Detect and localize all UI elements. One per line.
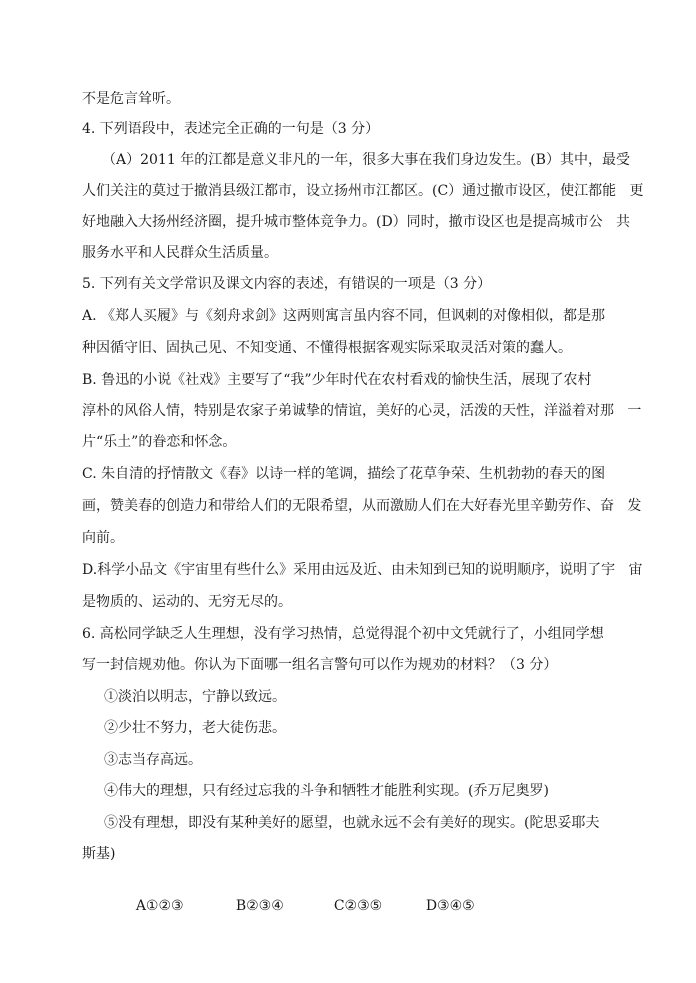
question-6-stem: 6. 高松同学缺乏人生理想，没有学习热情，总觉得混个初中文凭就行了，小组同学想 bbox=[82, 626, 604, 642]
answer-option-d: D③④⑤ bbox=[425, 898, 475, 914]
question-6-stem-cont: 写一封信规劝他。你认为下面哪一组名言警句可以作为规劝的材料？（3 分） bbox=[82, 657, 558, 673]
quote-item: ⑤没有理想，即没有某种美好的愿望，也就永远不会有美好的现实。(陀思妥耶夫 bbox=[104, 815, 600, 831]
answer-option-b: B②③④ bbox=[235, 898, 284, 914]
answer-options bbox=[118, 876, 475, 936]
question-5-option-a-cont: 种因循守旧、固执己见、不知变通、不懂得根据客观实际采取灵活对策的蠢人。 bbox=[82, 340, 572, 356]
question-5-option-d: D.科学小品文《宇宙里有些什么》采用由远及近、由未知到已知的说明顺序，说明了宇 宙 bbox=[82, 562, 643, 578]
question-4-passage-line: 人们关注的莫过于撤消县级江都市，设立扬州市江都区。(C）通过撤市设区，使江都能 更 bbox=[82, 183, 644, 199]
question-5-option-a: A. 《郑人买履》与《刻舟求剑》这两则寓言虽内容不同，但讽刺的对像相似，都是那 bbox=[82, 308, 606, 324]
question-5-option-c-cont: 画，赞美春的创造力和带给人们的无限希望，从而激励人们在大好春光里辛勤劳作、奋 发 bbox=[82, 498, 642, 514]
question-5-stem: 5. 下列有关文学常识及课文内容的表述，有错误的一项是（3 分） bbox=[82, 276, 492, 292]
question-4-passage-line: 好地融入大扬州经济圈，提升城市整体竞争力。(D）同时，撤市设区也是提高城市公 共 bbox=[82, 214, 631, 230]
answer-option-a: A①②③ bbox=[135, 898, 184, 914]
question-4-stem: 4. 下列语段中，表述完全正确的一句是（3 分） bbox=[82, 121, 380, 137]
question-5-option-b-cont: 淳朴的风俗人情，特别是农家子弟诚挚的情谊，美好的心灵，活泼的天性，洋溢着对那 一 bbox=[82, 403, 642, 419]
question-5-option-c: C. 朱自清的抒情散文《春》以诗一样的笔调，描绘了花草争荣、生机勃勃的春天的图 bbox=[82, 466, 606, 482]
quote-item: ①淡泊以明志，宁静以致远。 bbox=[104, 689, 286, 705]
quote-item: ②少壮不努力，老大徒伤悲。 bbox=[104, 720, 286, 736]
question-5-option-d-cont: 是物质的、运动的、无穷无尽的。 bbox=[82, 594, 292, 610]
question-4-passage-line: （A）2011 年的江都是意义非凡的一年，很多大事在我们身边发生。(B）其中，最受 bbox=[102, 152, 630, 168]
quote-item-cont: 斯基) bbox=[82, 846, 116, 862]
question-5-option-b: B. 鲁迅的小说《社戏》主要写了“我”少年时代在农村看戏的愉快生活，展现了农村 bbox=[82, 372, 592, 388]
question-5-option-c-cont: 向前。 bbox=[82, 530, 124, 546]
answer-option-c: C②③⑤ bbox=[333, 898, 383, 914]
quote-item: ④伟大的理想，只有经过忘我的斗争和牺牲才能胜利实现。(乔万尼奥罗) bbox=[104, 783, 549, 799]
question-4-passage-line: 服务水平和人民群众生活质量。 bbox=[82, 245, 278, 261]
text-line: 不是危言耸听。 bbox=[82, 91, 180, 107]
question-5-option-b-cont: 片“乐土”的眷恋和怀念。 bbox=[82, 434, 237, 450]
quote-item: ③志当存高远。 bbox=[104, 752, 202, 768]
